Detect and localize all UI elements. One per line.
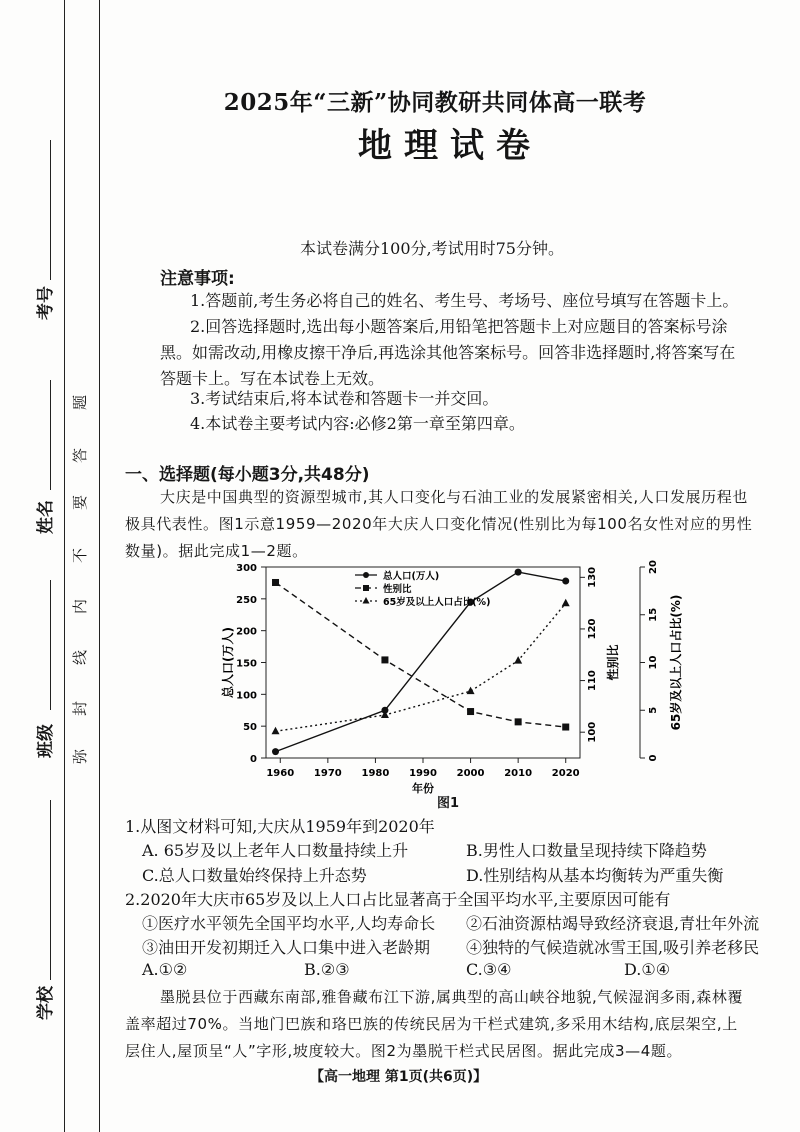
- notice-line: 3.考试结束后,将本试卷和答题卡一并交回。: [190, 389, 499, 408]
- x-tick-label: 2000: [456, 768, 485, 779]
- passage-line: 极具代表性。图1示意1959—2020年大庆人口变化情况(性别比为每100名女性对应的男性: [125, 515, 753, 533]
- q2-stem: 2.2020年大庆市65岁及以上人口占比显著高于全国平均水平,主要原因可能有: [125, 890, 671, 909]
- population-point: [562, 578, 569, 585]
- passage-line: 墨脱县位于西藏东南部,雅鲁藏布江下游,属典型的高山峡谷地貌,气候湿润多雨,森林覆: [160, 988, 744, 1006]
- q1-option-b: B.男性人口数量呈现持续下降趋势: [466, 841, 707, 860]
- series-line-2: [276, 603, 566, 731]
- section-heading: 一、选择题(每小题3分,共48分): [125, 465, 370, 485]
- x-tick-label: 1970: [313, 768, 342, 779]
- population-point: [272, 748, 279, 755]
- seal-char: 弥: [71, 748, 90, 765]
- seal-char: 封: [71, 700, 90, 717]
- q1-option-a: A. 65岁及以上老年人口数量持续上升: [142, 841, 409, 860]
- passage-line: 盖率超过70%。当地门巴族和珞巴族的传统民居为干栏式建筑,多采用木结构,底层架空,上: [125, 1015, 738, 1033]
- second-right-axis-label: 65岁及以上人口占比(%): [669, 594, 683, 731]
- notice-line: 4.本试卷主要考试内容:必修2第一章至第四章。: [190, 414, 525, 433]
- name-label: 姓名: [36, 500, 56, 534]
- legend-label: 性别比: [383, 584, 412, 595]
- x-tick-label: 1990: [409, 768, 437, 779]
- q1-stem: 1.从图文材料可知,大庆从1959年到2020年: [125, 817, 435, 836]
- notice-line: 1.答题前,考生务必将自己的姓名、考生号、考场号、座位号填写在答题卡上。: [190, 291, 739, 310]
- x-tick-label: 1960: [266, 768, 295, 779]
- exam-info: 本试卷满分100分,考试用时75分钟。: [300, 239, 564, 258]
- left-axis-tick-label: 0: [250, 754, 257, 765]
- left-axis-tick-label: 50: [243, 722, 257, 734]
- legend-label: 65岁及以上人口占比(%): [383, 597, 491, 608]
- sex-ratio-point: [562, 724, 569, 731]
- q2-option-d: D.①④: [624, 960, 671, 979]
- notice-heading: 注意事项:: [160, 269, 235, 289]
- left-axis-tick-label: 300: [236, 563, 257, 574]
- figure-caption: 图1: [437, 796, 460, 811]
- notice-line: 2.回答选择题时,选出每小题答案后,用铅笔把答题卡上对应题目的答案标号涂: [190, 317, 728, 336]
- sex-ratio-point: [272, 579, 279, 586]
- x-tick-label: 2020: [551, 768, 580, 779]
- q2-statement: ③油田开发初期迁入人口集中进入老龄期: [142, 938, 431, 957]
- q2-statement: ④独特的气候造就冰雪王国,吸引养老移民: [466, 938, 760, 957]
- sex-ratio-point: [467, 708, 474, 715]
- seal-char: 内: [71, 598, 90, 615]
- second-right-axis-tick-label: 20: [648, 560, 659, 574]
- second-right-axis-tick-label: 15: [648, 607, 659, 622]
- second-right-axis-tick-label: 5: [648, 706, 659, 714]
- elderly-share-point: [562, 599, 570, 607]
- q2-option-b: B.②③: [304, 960, 350, 979]
- elderly-share-point: [467, 687, 475, 695]
- right-axis-tick-label: 110: [587, 670, 598, 692]
- q1-option-d: D.性别结构从基本均衡转为严重失衡: [466, 866, 724, 885]
- q2-option-c: C.③④: [466, 960, 512, 979]
- exam-no-label: 考号: [36, 286, 56, 320]
- left-axis-tick-label: 250: [236, 594, 257, 606]
- exam-main-title: 地理试卷: [358, 126, 542, 166]
- sex-ratio-point: [515, 718, 522, 725]
- right-axis-tick-label: 100: [587, 721, 598, 743]
- legend-marker: [363, 597, 370, 604]
- seal-char: 要: [71, 494, 90, 511]
- x-axis-label: 年份: [412, 782, 434, 795]
- class-label: 班级: [36, 724, 56, 758]
- passage-line: 数量)。据此完成1—2题。: [125, 542, 308, 560]
- passage-line: 层住人,屋顶呈“人”字形,坡度较大。图2为墨脱干栏式民居图。据此完成3—4题。: [125, 1042, 683, 1060]
- notice-line: 黑。如需改动,用橡皮擦干净后,再选涂其他答案标号。回答非选择题时,将答案写在: [160, 343, 736, 362]
- seal-char: 答: [71, 447, 90, 464]
- x-tick-label: 2010: [504, 768, 533, 779]
- page-footer: 【高一地理 第1页(共6页)】: [310, 1069, 488, 1085]
- legend-label: 总人口(万人): [383, 571, 440, 582]
- passage-line: 大庆是中国典型的资源型城市,其人口变化与石油工业的发展紧密相关,人口发展历程也: [160, 488, 748, 506]
- population-point: [515, 569, 522, 576]
- left-axis-tick-label: 150: [236, 658, 257, 670]
- q2-statement: ①医疗水平领先全国平均水平,人均寿命长: [142, 914, 436, 933]
- elderly-share-point: [272, 727, 280, 735]
- x-tick-label: 1980: [361, 768, 390, 779]
- right-axis-tick-label: 130: [587, 566, 598, 588]
- sex-ratio-point: [381, 656, 388, 663]
- seal-char: 题: [71, 394, 90, 411]
- left-axis-tick-label: 200: [236, 626, 257, 638]
- left-axis-label: 总人口(万人): [221, 627, 235, 698]
- legend-marker: [363, 572, 369, 578]
- right-axis-tick-label: 120: [587, 618, 598, 640]
- q2-option-a: A.①②: [142, 960, 188, 979]
- second-right-axis-tick-label: 0: [648, 754, 659, 762]
- right-axis-label: 性别比: [606, 644, 620, 681]
- notice-line: 答题卡上。写在本试卷上无效。: [160, 369, 385, 388]
- left-axis-tick-label: 100: [236, 690, 257, 702]
- second-right-axis-tick-label: 10: [648, 655, 659, 670]
- seal-char: 线: [71, 649, 90, 666]
- q1-option-c: C.总人口数量始终保持上升态势: [142, 866, 367, 885]
- seal-char: 不: [71, 547, 90, 564]
- legend-marker: [363, 585, 369, 591]
- q2-statement: ②石油资源枯竭导致经济衰退,青壮年外流: [466, 914, 760, 933]
- school-label: 学校: [36, 986, 56, 1020]
- exam-header-title: 2025年“三新”协同教研共同体高一联考: [223, 89, 647, 116]
